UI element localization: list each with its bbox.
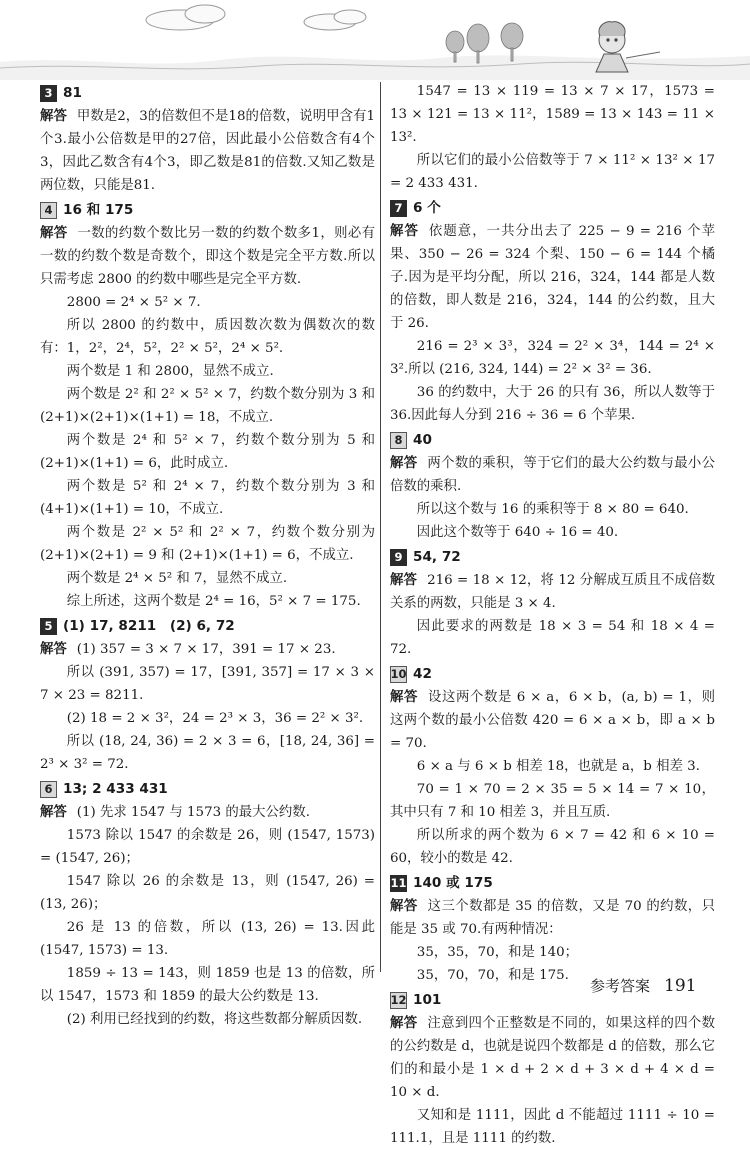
solution-paragraph — [390, 1104, 715, 1150]
solution-paragraph — [40, 105, 375, 197]
page-number: 191 — [664, 976, 697, 996]
solution-text: 因此要求的两数是 18 × 3 = 54 和 18 × 4 = 72. — [390, 619, 715, 657]
solution-text: 36 的约数中，大于 26 的只有 36，所以人数等于 36.因此每人分到 216 ÷ 36 = 6 个苹果. — [390, 385, 715, 423]
answer-value: 42 — [413, 665, 432, 682]
answer-heading — [390, 662, 715, 686]
solution-text: 所以 (391, 357) = 17，[391, 357] = 17 × 3 × 7 × 23 = 8211. — [40, 665, 375, 703]
solution-text: 35，70，70，和是 175. — [416, 968, 569, 983]
answer-heading — [40, 81, 375, 105]
solution-text: 两个数是 2⁴ × 5² 和 7，显然不成立. — [66, 571, 288, 586]
header-illustration — [0, 0, 750, 80]
solution-text: 一数的约数个数比另一数的约数个数多1，则必有一数的约数个数是奇数个，即这个数是完全平方数.所以只需考虑 2800 的约数中哪些是完全平方数. — [40, 226, 375, 287]
answer-heading — [390, 196, 715, 220]
solution-text: 设这两个数是 6 × a，6 × b，(a, b) = 1，则这两个数的最小公倍数 420 = 6 × a × b，即 a × b = 70. — [390, 690, 715, 751]
solution-label: 解答 — [390, 224, 419, 239]
answer-value: 40 — [413, 431, 432, 448]
solution-label: 解答 — [390, 899, 418, 914]
solution-text: 两个数是 2⁴ 和 5² × 7，约数个数分别为 5 和 (2+1)×(1+1) = 6，此时成立. — [40, 433, 375, 471]
answer-value: 140 或 175 — [413, 874, 493, 891]
solution-text: 1547 = 13 × 119 = 13 × 7 × 17，1573 = 13 × 121 = 13 × 11²，1589 = 13 × 143 = 11 × 13². — [390, 84, 715, 145]
answer-heading — [390, 871, 715, 895]
answer-value: 54, 72 — [413, 548, 461, 565]
solution-paragraph — [40, 314, 375, 360]
question-number-badge: 12 — [390, 992, 407, 1007]
solution-text: 2800 = 2⁴ × 5² × 7. — [66, 295, 201, 310]
page-footer — [590, 975, 696, 996]
solution-paragraph — [390, 521, 715, 544]
solution-paragraph — [390, 778, 715, 824]
left-column — [40, 80, 375, 1031]
solution-text: 所以 2800 的约数中，质因数次数为偶数次的数有：1，2²，2⁴，5²，2² × 5²，2⁴ × 5². — [40, 318, 375, 356]
solution-paragraph — [390, 335, 715, 381]
solution-text: 6 × a 与 6 × b 相差 18，也就是 a，b 相差 3. — [416, 759, 700, 774]
question-number-badge: 8 — [390, 432, 407, 449]
solution-paragraph — [390, 381, 715, 427]
solution-paragraph — [40, 590, 375, 613]
solution-text: 216 = 18 × 12，将 12 分解成互质且不成倍数关系的两数，只能是 3 × 4. — [390, 573, 716, 611]
solution-text: 所以这个数与 16 的乘积等于 8 × 80 = 640. — [416, 502, 689, 517]
solution-paragraph — [40, 1008, 375, 1031]
solution-text: 1573 除以 1547 的余数是 26，则 (1547, 1573) = (1547, 26)； — [40, 828, 375, 866]
solution-paragraph — [40, 383, 375, 429]
solution-text: 70 = 1 × 70 = 2 × 35 = 5 × 14 = 7 × 10，其中只有 7 和 10 相差 3，并且互质. — [390, 782, 715, 820]
solution-text: 两个数是 2² × 5² 和 2² × 7，约数个数分别为 (2+1)×(2+1) = 9 和 (2+1)×(1+1) = 6，不成立. — [40, 525, 375, 563]
solution-label: 解答 — [390, 573, 418, 588]
solution-text: 又知和是 1111，因此 d 不能超过 1111 ÷ 10 = 111.1，且是 1111 的约数. — [390, 1108, 715, 1146]
answer-value: 6 个 — [413, 199, 441, 216]
solution-text: 综上所述，这两个数是 2⁴ = 16，5² × 7 = 175. — [66, 594, 361, 609]
solution-text: 两个数是 2² 和 2² × 5² × 7，约数个数分别为 3 和 (2+1)×(2+1)×(1+1) = 18，不成立. — [40, 387, 375, 425]
solution-paragraph — [390, 220, 715, 335]
solution-paragraph — [390, 452, 715, 498]
solution-paragraph — [390, 80, 715, 149]
solution-text: 26 是 13 的倍数，所以 (13, 26) = 13.因此 (1547, 1573) = 13. — [40, 920, 375, 958]
question-number-badge: 10 — [390, 666, 407, 681]
solution-paragraph — [40, 730, 375, 776]
solution-text: (2) 利用已经找到的约数，将这些数都分解质因数. — [66, 1012, 363, 1027]
solution-paragraph — [40, 661, 375, 707]
solution-paragraph — [40, 707, 375, 730]
solution-text: 因此这个数等于 640 ÷ 16 = 40. — [416, 525, 619, 540]
solution-label: 解答 — [390, 456, 418, 471]
solution-paragraph — [40, 638, 375, 661]
solution-text: 35，35，70，和是 140； — [416, 945, 579, 960]
solution-paragraph — [390, 755, 715, 778]
solution-paragraph — [40, 567, 375, 590]
solution-text: 所以所求的两个数为 6 × 7 = 42 和 6 × 10 = 60，较小的数是 42. — [390, 828, 715, 866]
solution-paragraph — [390, 149, 715, 195]
solution-label: 解答 — [390, 690, 418, 705]
solution-paragraph — [40, 801, 375, 824]
solution-text: 所以 (18, 24, 36) = 2 × 3 = 6，[18, 24, 36] = 2³ × 3² = 72. — [40, 734, 375, 772]
solution-paragraph — [390, 615, 715, 661]
solution-text: 两个数是 5² 和 2⁴ × 7，约数个数分别为 3 和 (4+1)×(1+1) = 10，不成立. — [40, 479, 375, 517]
solution-text: 甲数是2，3的倍数但不是18的倍数，说明甲含有1个3.最小公倍数是甲的27倍，因此最小公倍数含有4个3，因此乙数含有4个3，即乙数是81的倍数.又知乙数是两位数，只能是81. — [40, 109, 375, 193]
answer-heading — [40, 777, 375, 801]
solution-paragraph — [40, 429, 375, 475]
solution-text: (1) 357 = 3 × 7 × 17，391 = 17 × 23. — [76, 642, 336, 657]
solution-text: (1) 先求 1547 与 1573 的最大公约数. — [76, 805, 310, 820]
solution-paragraph — [40, 475, 375, 521]
column-divider — [380, 82, 381, 972]
solution-text: 两个数的乘积，等于它们的最大公约数与最小公倍数的乘积. — [390, 456, 716, 494]
solution-text: 依题意，一共分出去了 225 − 9 = 216 个苹果、350 − 26 = 324 个梨、150 − 6 = 144 个橘子.因为是平均分配，所以 216，324，144 都是人数的倍数，即人数是 216，324，144 的公约数，且大于 26. — [390, 224, 716, 331]
solution-label: 解答 — [40, 805, 67, 820]
solution-paragraph — [40, 360, 375, 383]
solution-paragraph — [40, 824, 375, 870]
question-number-badge: 5 — [40, 618, 57, 635]
solution-paragraph — [390, 895, 715, 941]
question-number-badge: 3 — [40, 85, 57, 102]
solution-paragraph — [390, 569, 715, 615]
solution-text: 所以它们的最小公倍数等于 7 × 11² × 13² × 17 = 2 433 431. — [390, 153, 715, 191]
solution-paragraph — [390, 686, 715, 755]
solution-label: 解答 — [390, 1016, 418, 1031]
cloud-icon — [146, 5, 225, 30]
answer-value: 16 和 175 — [63, 201, 134, 218]
question-number-badge: 11 — [390, 875, 407, 890]
question-number-badge: 6 — [40, 781, 57, 798]
solution-text: 1859 ÷ 13 = 143，则 1859 也是 13 的倍数，所以 1547，1573 和 1859 的最大公约数是 13. — [40, 966, 375, 1004]
solution-paragraph — [40, 870, 375, 916]
question-number-badge: 4 — [40, 202, 57, 219]
solution-paragraph — [40, 962, 375, 1008]
solution-paragraph — [40, 916, 375, 962]
question-number-badge: 7 — [390, 200, 407, 217]
answer-heading — [40, 198, 375, 222]
answer-value: 101 — [413, 991, 442, 1008]
solution-paragraph — [390, 498, 715, 521]
answer-heading — [40, 614, 375, 638]
solution-label: 解答 — [40, 226, 68, 241]
solution-text: (2) 18 = 2 × 3²，24 = 2³ × 3，36 = 2² × 3². — [66, 711, 364, 726]
question-number-badge: 9 — [390, 549, 407, 566]
solution-label: 解答 — [40, 109, 67, 124]
solution-text: 1547 除以 26 的余数是 13，则 (1547, 26) = (13, 26)； — [40, 874, 375, 912]
solution-text: 注意到四个正整数是不同的，如果这样的四个数的公约数是 d，也就是说四个数都是 d 的倍数，那么它们的和最小是 1 × d + 2 × d + 3 × d + 4 × d = 10 × d. — [390, 1016, 716, 1100]
solution-label: 解答 — [40, 642, 67, 657]
solution-text: 这三个数都是 35 的倍数，又是 70 的约数，只能是 35 或 70.有两种情况： — [390, 899, 716, 937]
solution-paragraph — [390, 824, 715, 870]
answer-heading — [390, 428, 715, 452]
section-label: 参考答案 — [590, 977, 651, 995]
answer-value: 81 — [63, 84, 82, 101]
solution-paragraph — [40, 291, 375, 314]
answer-value: 13; 2 433 431 — [63, 780, 168, 797]
answer-value: (1) 17, 8211 (2) 6, 72 — [63, 617, 235, 634]
cloud-icon — [304, 10, 366, 30]
solution-paragraph — [390, 941, 715, 964]
solution-paragraph — [40, 222, 375, 291]
solution-text: 216 = 2³ × 3³，324 = 2² × 3⁴，144 = 2⁴ × 3².所以 (216, 324, 144) = 2² × 3² = 36. — [390, 339, 715, 377]
answer-heading — [390, 545, 715, 569]
solution-paragraph — [40, 521, 375, 567]
solution-text: 两个数是 1 和 2800，显然不成立. — [66, 364, 274, 379]
solution-paragraph — [390, 1012, 715, 1104]
